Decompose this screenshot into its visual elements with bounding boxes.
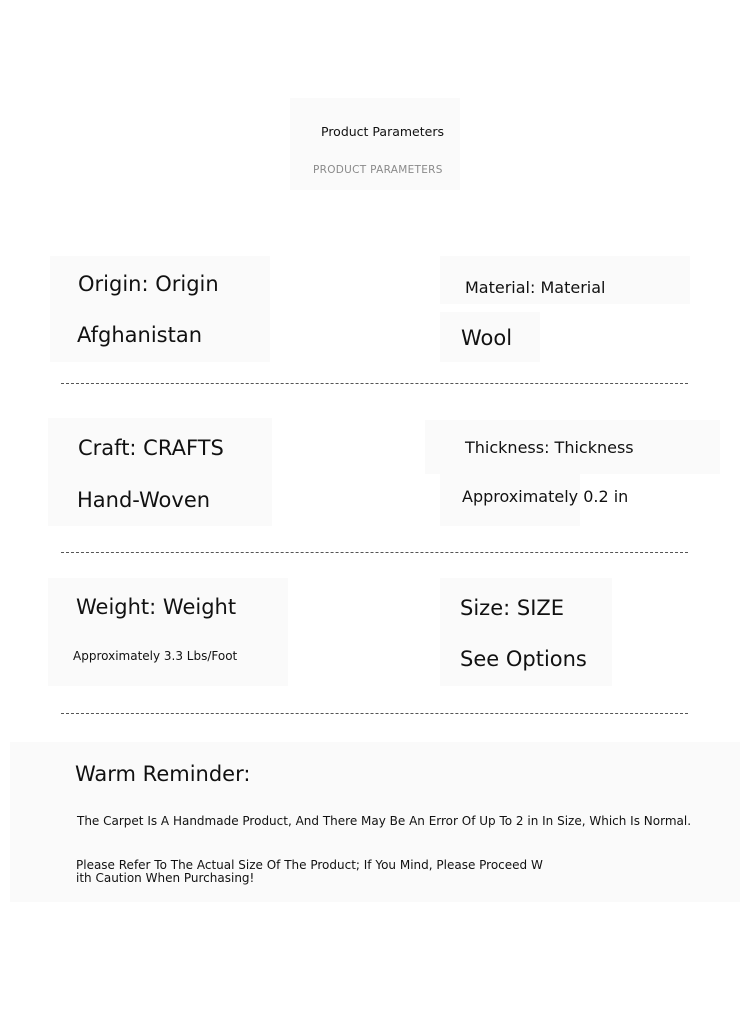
- size-value: See Options: [460, 647, 587, 671]
- material-value: Wool: [461, 326, 513, 350]
- header-panel: [290, 98, 460, 190]
- divider-3: [61, 713, 688, 714]
- origin-label: Origin: Origin: [78, 272, 219, 296]
- reminder-heading: Warm Reminder:: [75, 762, 251, 786]
- weight-value: Approximately 3.3 Lbs/Foot: [73, 649, 238, 663]
- material-label: Material: Material: [465, 278, 606, 297]
- thickness-label: Thickness: Thickness: [465, 438, 634, 457]
- size-label: Size: SIZE: [460, 596, 565, 620]
- thickness-value: Approximately 0.2 in: [462, 487, 629, 506]
- reminder-line-2b: ith Caution When Purchasing!: [76, 871, 255, 885]
- divider-1: [61, 383, 688, 384]
- craft-label: Craft: CRAFTS: [78, 436, 224, 460]
- page-title: Product Parameters: [321, 124, 444, 139]
- page-subtitle: PRODUCT PARAMETERS: [313, 164, 443, 176]
- reminder-line-2a: Please Refer To The Actual Size Of The Product; If You Mind, Please Proceed W: [76, 858, 543, 872]
- reminder-line-1: The Carpet Is A Handmade Product, And There May Be An Error Of Up To 2 in In Size, Which Is Normal.: [77, 814, 692, 828]
- weight-label: Weight: Weight: [76, 595, 237, 619]
- divider-2: [61, 552, 688, 553]
- origin-value: Afghanistan: [77, 323, 203, 347]
- craft-value: Hand-Woven: [77, 488, 211, 512]
